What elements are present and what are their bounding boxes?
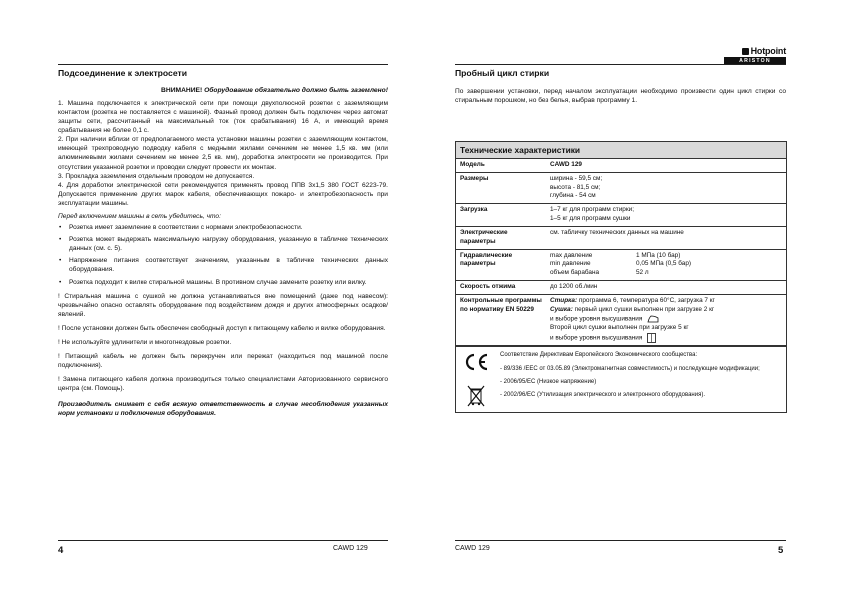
tech-spec-table	[455, 141, 787, 413]
page-number: 4	[58, 545, 64, 556]
paragraph-1: 1. Машина подключается к электрической сети при помощи двухполюсной розетки с заземляющим контактом (розетка не поставляется с машиной). Фазный провод должен быть подключен через автомат защиты сети, рассчитанный на максимальный ток (ток срабатывания) 16 А, и имеющий время срабатывания не более 0,1 с.	[58, 99, 388, 135]
cert-item: - 89/336 /EEC от 03.05.89 (Электромагнитная совместимость) и последующие модификации;	[500, 365, 760, 372]
note-3: ! Не используйте удлинители и многогнездовые розетки.	[58, 339, 232, 347]
cupboard-dry-icon	[647, 333, 656, 343]
list-item: • Напряжение питания соответствует значениям, указанным в табличке технических данных оборудования.	[58, 256, 388, 274]
list-item: • Розетка может выдержать максимальную нагрузку оборудования, указанную в табличке технических данных (см. с. 5).	[58, 235, 388, 253]
paragraph-4: 4. Для доработки электрической сети рекомендуется применять провод ППВ 3х1,5 380 ГОСТ 6223-79. Допускается применение других марок кабеля, обеспечивающих пожаро- и электробезопасность при эксплуатации машины.	[58, 181, 388, 207]
disclaimer: Производитель снимает с себя всякую ответственность в случае несоблюдения указанных норм установки и подключения оборудования.	[58, 400, 388, 417]
right-page	[421, 0, 842, 595]
brand-logo: Hotpoint ARISTON	[694, 46, 786, 65]
right-column	[455, 69, 786, 105]
certification-block	[456, 346, 786, 411]
note-2: ! После установки должен быть обеспечен свободный доступ к питающему кабелю и вилке оборудования.	[58, 324, 386, 332]
list-item: • Розетка имеет заземление в соответствии с нормами электробезопасности.	[58, 223, 388, 232]
note-1: ! Стиральная машина с сушкой не должна устанавливаться вне помещений (даже под навесом): чрезвычайно опасно оставлять оборудование под воздействием дождя и других атмосферных осадков/явлений.	[58, 292, 388, 318]
weee-bin-icon	[467, 385, 485, 407]
check-intro: Перед включением машины в сеть убедитесь, что:	[58, 213, 221, 220]
table-row: Электрические параметры см. табличку технических данных на машине	[456, 227, 786, 250]
iron-dry-icon	[647, 315, 659, 323]
table-row: Модель CAWD 129	[456, 159, 786, 173]
table-row: Размеры ширина - 59,5 см; высота - 81,5 см; глубина - 54 см	[456, 173, 786, 204]
ce-mark-icon	[464, 353, 490, 371]
section-heading: Пробный цикл стирки	[455, 68, 550, 78]
table-row: Скорость отжима до 1200 об./мин	[456, 281, 786, 295]
list-item: • Розетка подходит к вилке стиральной машины. В противном случае замените розетку или вилку.	[58, 278, 388, 287]
table-row: Гидравлические параметры max давление 1 МПа (10 бар) min давление 0,05 МПа (0,5 бар) объем барабана 52 л	[456, 250, 786, 281]
cert-heading: Соответствие Директивам Европейского Экономического сообщества:	[500, 352, 698, 359]
paragraph-3: 3. Прокладка заземления отдельным проводом не допускается.	[58, 172, 255, 180]
left-column	[58, 69, 388, 418]
top-rule	[58, 64, 388, 65]
bottom-rule	[455, 540, 786, 541]
page-number: 5	[778, 545, 784, 556]
note-4: ! Питающий кабель не должен быть перекручен или пережат (находиться под машиной после подключения).	[58, 353, 388, 370]
model-footer: CAWD 129	[333, 545, 368, 552]
note-5: ! Замена питающего кабеля должна производиться только специалистами Авторизованного сервисного центра (см. Помощь).	[58, 376, 388, 393]
model-footer: CAWD 129	[455, 545, 490, 552]
table-title: Технические характеристики	[456, 142, 786, 159]
table-row: Загрузка 1–7 кг для программ стирки; 1–5 кг для программ сушки	[456, 204, 786, 227]
check-list	[58, 223, 388, 287]
bottom-rule	[58, 540, 388, 541]
warning-line: ВНИМАНИЕ! Оборудование обязательно должно быть заземлено!	[161, 86, 388, 94]
top-rule	[455, 64, 786, 65]
cert-item: - 2006/95/EC (Низкое напряжение)	[500, 378, 597, 385]
intro-paragraph: По завершении установки, перед началом эксплуатации необходимо произвести один цикл стирки со стиральным порошком, но без белья, выбрав программу 1.	[455, 87, 786, 104]
paragraph-2: 2. При наличии вблизи от предполагаемого места установки машины розетки с заземляющим контактом, имеющей трехпроводную подводку кабеля с медными жилами сечением не менее 1,5 кв. мм (или алюминиевыми жилами сечением не менее 2,5 кв. мм), доработка электросети не производится. При отсутствии указанной розетки и проводки следует провести их монтаж.	[58, 136, 388, 171]
section-heading: Подсоединение к электросети	[58, 68, 187, 78]
logo-mark-icon	[742, 48, 749, 55]
cert-item: - 2002/96/EC (Утилизация электрического и электронного оборудования).	[500, 391, 706, 398]
table-row: Контрольные программы по нормативу EN 50229 Стирка: программа 6, температура 60°С, загрузка 7 кг Сушка: первый цикл сушки выполнен при загрузке 2 кг и выборе уровня высушивания Второй цикл сушки выполнен при загрузке 5 кг и выборе уровня высушивания	[456, 295, 786, 347]
